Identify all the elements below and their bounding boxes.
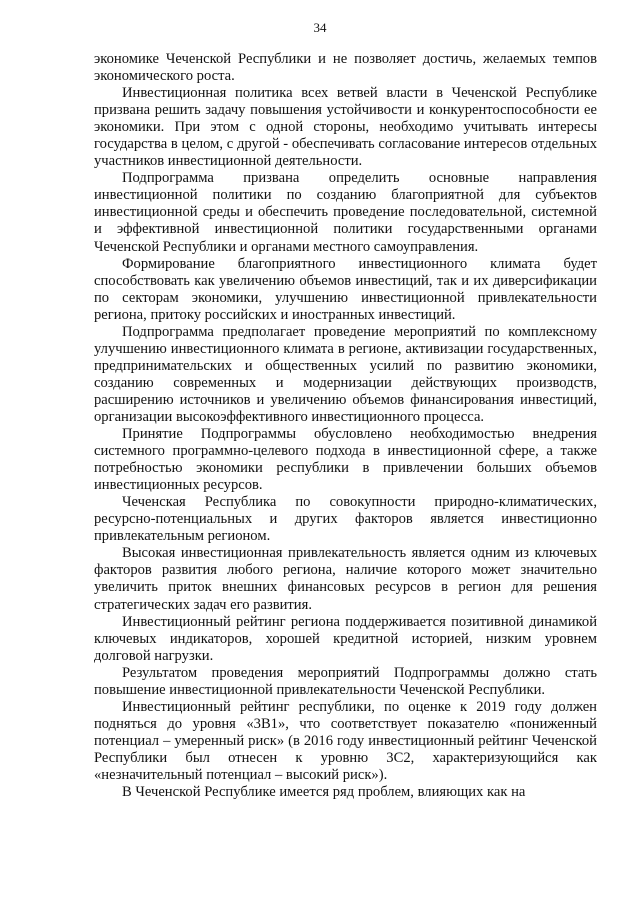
- paragraph-investment-policy: Инвестиционная политика всех ветвей власти в Чеченской Республике призвана решить задачу повышения устойчивости и конкурентоспособности ее экономики. При этом с одной стороны, необходимо учитывать интересы государства в целом, с другой - обеспечивать согласование интересов отдельных участников инвестиционной деятельности.: [94, 85, 597, 170]
- page-number: 34: [313, 20, 327, 35]
- paragraph-climate-formation: Формирование благоприятного инвестиционного климата будет способствовать как увеличению объемов инвестиций, так и их диверсификации по секторам экономики, улучшению инвестиционной привлекательности региона, притоку российских и иностранных инвестиций.: [94, 255, 597, 323]
- paragraph-high-attractiveness: Высокая инвестиционная привлекательность является одним из ключевых факторов развития любого региона, наличие которого может значительно увеличить приток внешних финансовых ресурсов в регион для решения стратегических задач его развития.: [94, 545, 597, 613]
- paragraph-continuation: экономике Чеченской Республики и не позволяет достичь, желаемых темпов экономического роста.: [94, 51, 597, 85]
- paragraph-subprogram-adoption: Принятие Подпрограммы обусловлено необходимостью внедрения системного программно-целевого подхода в инвестиционной сфере, а также потребностью экономики республики в привлечении больших объемов инвестиционных ресурсов.: [94, 426, 597, 494]
- paragraph-subprogram-measures: Подпрограмма предполагает проведение мероприятий по комплексному улучшению инвестиционного климата в регионе, активизации государственных, предпринимательских и общественных усилий по развитию экономики, созданию современных и модернизации действующих производств, расширению источников и увеличению объемов финансирования инвестиций, организации высокоэффективного инвестиционного процесса.: [94, 323, 597, 425]
- document-body: [94, 51, 597, 801]
- paragraph-problems: В Чеченской Республике имеется ряд проблем, влияющих как на: [122, 784, 526, 801]
- paragraph-rating-forecast: Инвестиционный рейтинг республики, по оценке к 2019 году должен подняться до уровня «3В1», что соответствует показателю «пониженный потенциал – умеренный риск» (в 2016 году инвестиционный рейтинг Чеченской Республики был отнесен к уровню 3С2, характеризующийся как «незначительный потенциал – высокий риск»).: [94, 698, 597, 783]
- paragraph-attractive-region: Чеченская Республика по совокупности природно-климатических, ресурсно-потенциальных и других факторов является инвестиционно привлекательным регионом.: [94, 494, 597, 545]
- paragraph-result: Результатом проведения мероприятий Подпрограммы должно стать повышение инвестиционной привлекательности Чеченской Республики.: [94, 664, 597, 698]
- paragraph-investment-rating: Инвестиционный рейтинг региона поддерживается позитивной динамикой ключевых индикаторов, хорошей кредитной историей, низким уровнем долговой нагрузки.: [94, 613, 597, 664]
- paragraph-subprogram-purpose: Подпрограмма призвана определить основные направления инвестиционной политики по созданию благоприятной для субъектов инвестиционной среды и обеспечить проведение последовательной, системной и эффективной инвестиционной политики государственными органами Чеченской Республики и органами местного самоуправления.: [94, 170, 597, 255]
